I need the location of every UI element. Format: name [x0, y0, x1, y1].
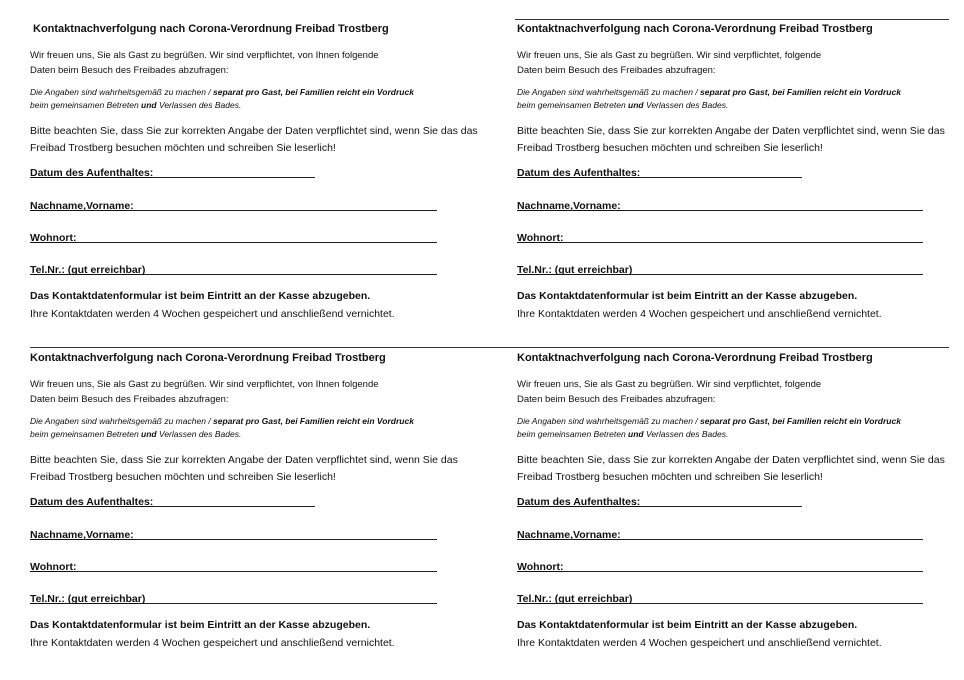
- form-title: Kontaktnachverfolgung nach Corona-Verordnung Freibad Trostberg: [30, 352, 386, 364]
- italic-part-a: Die Angaben sind wahrheitsgemäß zu machen /: [30, 416, 214, 426]
- italic-part-e: Verlassen des Bades.: [156, 429, 242, 439]
- italic-part-b: separat pro Gast, bei Familien reicht ein Vordruck: [700, 87, 901, 97]
- name-field-label: Nachname,Vorname:: [30, 529, 134, 541]
- intro-line-1: Wir freuen uns, Sie als Gast zu begrüßen. Wir sind verpflichtet, von Ihnen folgende: [30, 379, 379, 390]
- separator-line-middle: [30, 347, 949, 348]
- footer-bold-note: Das Kontaktdatenformular ist beim Eintritt an der Kasse abzugeben.: [517, 290, 858, 302]
- footer-note: Ihre Kontaktdaten werden 4 Wochen gespeichert und anschließend vernichtet.: [30, 308, 395, 320]
- intro-text: [30, 48, 470, 78]
- italic-part-b: separat pro Gast, bei Familien reicht ein Vordruck: [213, 416, 414, 426]
- intro-text: [517, 48, 957, 78]
- date-field[interactable]: [30, 163, 315, 178]
- city-field[interactable]: [517, 228, 923, 243]
- italic-part-c: beim gemeinsamen Betreten: [30, 100, 142, 110]
- italic-instructions: [30, 86, 470, 112]
- footer-note: Ihre Kontaktdaten werden 4 Wochen gespeichert und anschließend vernichtet.: [517, 637, 882, 649]
- name-field[interactable]: [517, 196, 923, 211]
- city-field-label: Wohnort:: [517, 561, 564, 573]
- intro-text: [517, 377, 957, 407]
- city-field[interactable]: [517, 557, 923, 572]
- footer-bold-note: Das Kontaktdatenformular ist beim Eintritt an der Kasse abzugeben.: [30, 290, 371, 302]
- date-field[interactable]: [517, 163, 802, 178]
- name-field[interactable]: [30, 525, 437, 540]
- phone-field-label: Tel.Nr.: (gut erreichbar): [30, 264, 146, 276]
- footer-bold-note: Das Kontaktdatenformular ist beim Eintritt an der Kasse abzugeben.: [517, 619, 858, 631]
- city-field-label: Wohnort:: [517, 232, 564, 244]
- intro-line-2: Daten beim Besuch des Freibades abzufragen:: [30, 65, 229, 76]
- contact-form-bottom-right: [517, 349, 964, 669]
- italic-part-c: beim gemeinsamen Betreten: [517, 429, 629, 439]
- italic-part-b: separat pro Gast, bei Familien reicht ein Vordruck: [213, 87, 414, 97]
- contact-form-top-right: [517, 20, 964, 340]
- date-field-label: Datum des Aufenthaltes:: [517, 167, 641, 179]
- date-field-label: Datum des Aufenthaltes:: [517, 496, 641, 508]
- phone-field[interactable]: [517, 589, 923, 604]
- intro-text: [30, 377, 470, 407]
- italic-part-e: Verlassen des Bades.: [156, 100, 242, 110]
- name-field[interactable]: [30, 196, 437, 211]
- italic-part-e: Verlassen des Bades.: [643, 100, 729, 110]
- name-field[interactable]: [517, 525, 923, 540]
- italic-part-c: beim gemeinsamen Betreten: [517, 100, 629, 110]
- notice-text: Bitte beachten Sie, dass Sie zur korrekten Angabe der Daten verpflichtet sind, wenn Sie das Freibad Trostberg besuchen möchten und schreiben Sie leserlich!: [517, 125, 945, 154]
- city-field[interactable]: [30, 557, 437, 572]
- italic-part-a: Die Angaben sind wahrheitsgemäß zu machen /: [517, 87, 701, 97]
- intro-line-2: Daten beim Besuch des Freibades abzufragen:: [517, 65, 716, 76]
- name-field-label: Nachname,Vorname:: [517, 200, 621, 212]
- phone-field[interactable]: [30, 260, 437, 275]
- intro-line-1: Wir freuen uns, Sie als Gast zu begrüßen. Wir sind verpflichtet, von Ihnen folgende: [30, 50, 379, 61]
- contact-form-top-left: [30, 20, 480, 340]
- italic-part-d: und: [628, 100, 644, 110]
- notice-text: Bitte beachten Sie, dass Sie zur korrekten Angabe der Daten verpflichtet sind, wenn Sie das Freibad Trostberg besuchen möchten und schreiben Sie leserlich!: [517, 454, 945, 483]
- form-title: Kontaktnachverfolgung nach Corona-Verordnung Freibad Trostberg: [517, 23, 873, 35]
- italic-part-e: Verlassen des Bades.: [643, 429, 729, 439]
- footer-note: Ihre Kontaktdaten werden 4 Wochen gespeichert und anschließend vernichtet.: [517, 308, 882, 320]
- italic-part-a: Die Angaben sind wahrheitsgemäß zu machen /: [517, 416, 701, 426]
- italic-instructions: [30, 415, 470, 441]
- city-field-label: Wohnort:: [30, 232, 77, 244]
- date-field-label: Datum des Aufenthaltes:: [30, 167, 154, 179]
- form-title: Kontaktnachverfolgung nach Corona-Verordnung Freibad Trostberg: [517, 352, 873, 364]
- city-field-label: Wohnort:: [30, 561, 77, 573]
- phone-field-label: Tel.Nr.: (gut erreichbar): [30, 593, 146, 605]
- italic-part-c: beim gemeinsamen Betreten: [30, 429, 142, 439]
- notice-text: Bitte beachten Sie, dass Sie zur korrekten Angabe der Daten verpflichtet sind, wenn Sie das das Freibad Trostberg besuchen möchten und schreiben Sie leserlich!: [30, 125, 478, 154]
- phone-field-label: Tel.Nr.: (gut erreichbar): [517, 593, 633, 605]
- date-field-label: Datum des Aufenthaltes:: [30, 496, 154, 508]
- name-field-label: Nachname,Vorname:: [30, 200, 134, 212]
- intro-line-1: Wir freuen uns, Sie als Gast zu begrüßen. Wir sind verpflichtet, folgende: [517, 379, 822, 390]
- italic-instructions: [517, 86, 957, 112]
- italic-part-d: und: [141, 100, 157, 110]
- italic-part-b: separat pro Gast, bei Familien reicht ein Vordruck: [700, 416, 901, 426]
- date-field[interactable]: [517, 492, 802, 507]
- form-title: Kontaktnachverfolgung nach Corona-Verordnung Freibad Trostberg: [33, 23, 389, 35]
- italic-part-a: Die Angaben sind wahrheitsgemäß zu machen /: [30, 87, 214, 97]
- city-field[interactable]: [30, 228, 437, 243]
- phone-field-label: Tel.Nr.: (gut erreichbar): [517, 264, 633, 276]
- footer-note: Ihre Kontaktdaten werden 4 Wochen gespeichert und anschließend vernichtet.: [30, 637, 395, 649]
- footer-bold-note: Das Kontaktdatenformular ist beim Eintritt an der Kasse abzugeben.: [30, 619, 371, 631]
- intro-line-1: Wir freuen uns, Sie als Gast zu begrüßen. Wir sind verpflichtet, folgende: [517, 50, 822, 61]
- notice-text: Bitte beachten Sie, dass Sie zur korrekten Angabe der Daten verpflichtet sind, wenn Sie das Freibad Trostberg besuchen möchten und schreiben Sie leserlich!: [30, 454, 458, 483]
- italic-part-d: und: [628, 429, 644, 439]
- phone-field[interactable]: [517, 260, 923, 275]
- italic-instructions: [517, 415, 957, 441]
- phone-field[interactable]: [30, 589, 437, 604]
- contact-form-bottom-left: [30, 349, 480, 669]
- name-field-label: Nachname,Vorname:: [517, 529, 621, 541]
- intro-line-2: Daten beim Besuch des Freibades abzufragen:: [517, 394, 716, 405]
- italic-part-d: und: [141, 429, 157, 439]
- date-field[interactable]: [30, 492, 315, 507]
- intro-line-2: Daten beim Besuch des Freibades abzufragen:: [30, 394, 229, 405]
